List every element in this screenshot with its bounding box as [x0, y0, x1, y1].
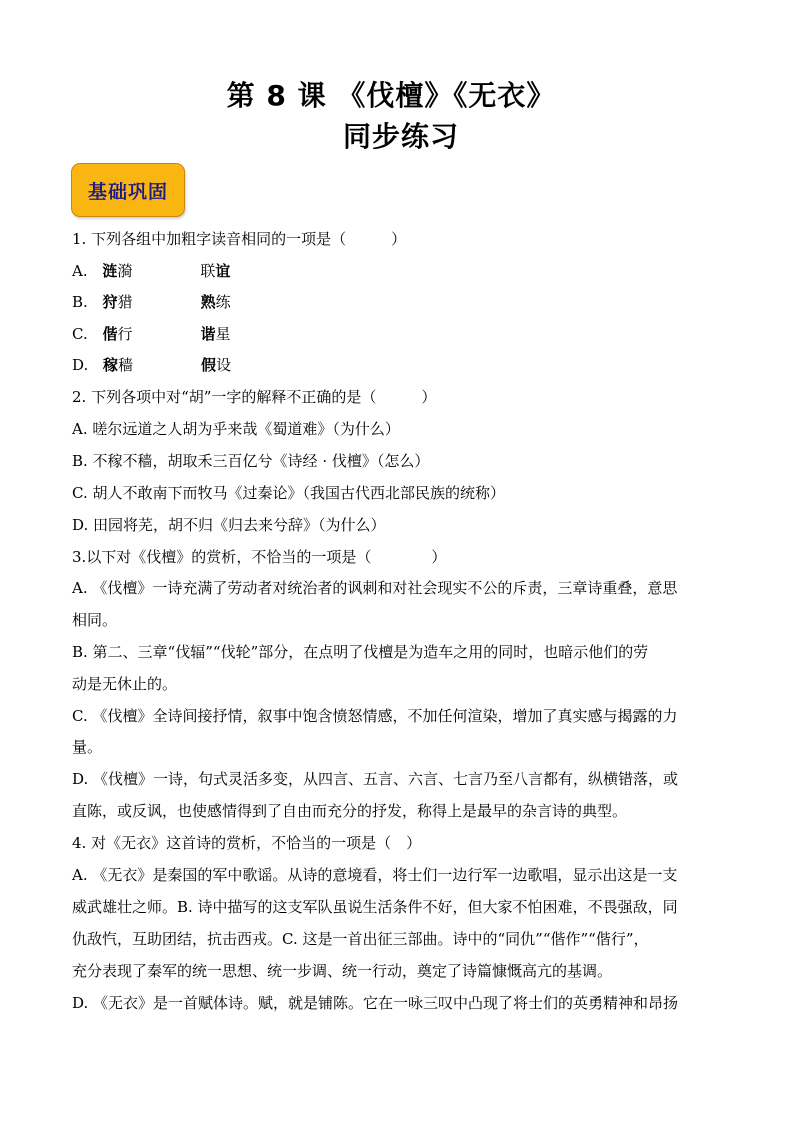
lesson-title: 第 8 课 《伐檀》《无衣》	[226, 79, 556, 112]
q3-option-d-line1: D. 《伐檀》一诗，句式灵活多变，从四言、五言、六言、七言乃至八言都有，纵横错落，或	[72, 770, 679, 788]
q3-option-b-line2: 动是无休止的。	[72, 675, 178, 693]
plain-char: 设	[216, 356, 232, 374]
plain-char: 穑	[118, 356, 134, 374]
q2-option-d: D. 田园将芜，胡不归《归去来兮辞》（为什么）	[72, 516, 386, 534]
q3-option-d-line2: 直陈，或反讽，也使感情得到了自由而充分的抒发，称得上是最早的杂言诗的典型。	[72, 802, 628, 820]
q4-line5: D. 《无衣》是一首赋体诗。赋，就是铺陈。它在一咏三叹中凸现了将士们的英勇精神和昂扬	[72, 994, 679, 1012]
bold-char: 熟	[200, 293, 216, 311]
q3-option-b-line1: B. 第二、三章“伐辐”“伐轮”部分，在点明了伐檀是为造车之用的同时，也暗示他们的劳	[72, 643, 649, 661]
q3-option-c-line1: C. 《伐檀》全诗间接抒情，叙事中饱含愤怒情感，不加任何渲染，增加了真实感与揭露的力	[72, 707, 678, 725]
q1-stem: 1. 下列各组中加粗字读音相同的一项是（ ）	[72, 230, 407, 248]
plain-char: 漪	[117, 262, 133, 280]
q1-option-b	[72, 292, 231, 312]
q2-option-a: A. 嗟尔远道之人胡为乎来哉《蜀道难》（为什么）	[72, 420, 400, 438]
option-label: B.	[72, 293, 88, 311]
bold-char: 偕	[102, 325, 118, 343]
q4-line1: A. 《无衣》是秦国的军中歌谣。从诗的意境看，将士们一边行军一边歌唱，显示出这是一支	[72, 866, 678, 884]
lesson-subtitle: 同步练习	[342, 120, 459, 153]
bold-char: 狩	[102, 293, 118, 311]
q1-option-c	[72, 324, 231, 344]
q4-line2: 威武雄壮之师。B. 诗中描写的这支军队虽说生活条件不好，但大家不怕困难，不畏强敌，同	[72, 898, 678, 916]
option-label: C.	[72, 325, 88, 343]
q3-option-a-line2: 相同。	[72, 611, 118, 629]
bold-char: 涟	[102, 262, 118, 280]
option-label: D.	[72, 356, 89, 374]
q3-option-a-line1: A. 《伐檀》一诗充满了劳动者对统治者的讽刺和对社会现实不公的斥责，三章诗重叠，意思	[72, 579, 678, 597]
plain-char: 行	[117, 325, 133, 343]
plain-char: 猎	[117, 293, 133, 311]
plain-char: 联	[200, 262, 216, 280]
q4-stem: 4. 对《无衣》这首诗的赏析，不恰当的一项是（ ）	[72, 834, 422, 852]
q3-stem: 3.以下对《伐檀》的赏析，不恰当的一项是（ ）	[72, 548, 447, 566]
bold-char: 谊	[215, 262, 231, 280]
bold-char: 假	[201, 356, 217, 374]
bold-char: 稼	[103, 356, 119, 374]
q3-option-c-line2: 量。	[72, 738, 103, 756]
option-label: A.	[72, 262, 88, 280]
q1-option-a	[72, 261, 230, 281]
q4-line4: 充分表现了秦军的统一思想、统一步调、统一行动，奠定了诗篇慷慨高亢的基调。	[72, 962, 613, 980]
bold-char: 谐	[200, 325, 216, 343]
q1-option-d	[72, 355, 231, 375]
q4-line3: 仇敌忾，互助团结，抗击西戎。C. 这是一首出征三部曲。诗中的“同仇”“偕作”“偕行”，	[72, 930, 649, 948]
q2-option-b: B. 不稼不穑，胡取禾三百亿兮《诗经 · 伐檀》（怎么）	[72, 452, 430, 470]
section-badge-basic: 基础巩固	[71, 163, 185, 217]
q2-option-c: C. 胡人不敢南下而牧马《过秦论》（我国古代西北部民族的统称）	[72, 484, 505, 502]
plain-char: 星	[215, 325, 231, 343]
q2-stem: 2. 下列各项中对“胡”一字的解释不正确的是（ ）	[72, 388, 437, 406]
plain-char: 练	[215, 293, 231, 311]
